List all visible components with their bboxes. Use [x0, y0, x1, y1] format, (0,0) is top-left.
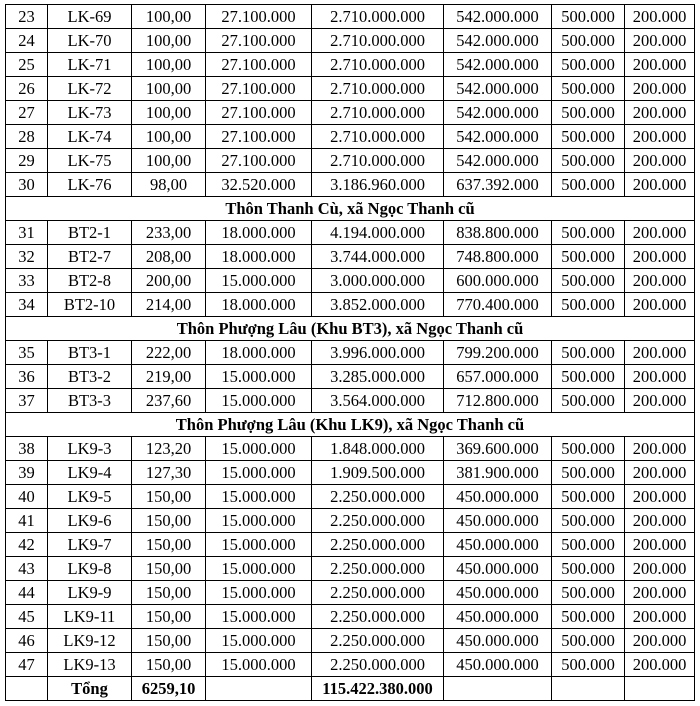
doc-fee-cell: 200.000 — [625, 533, 695, 557]
stt-cell: 31 — [6, 221, 48, 245]
table-row — [6, 581, 695, 605]
table-row — [6, 173, 695, 197]
lot-code-cell: LK-76 — [48, 173, 132, 197]
deposit-cell: 637.392.000 — [444, 173, 552, 197]
table-row — [6, 341, 695, 365]
unit-price-cell: 27.100.000 — [206, 77, 312, 101]
fee-cell: 500.000 — [552, 365, 625, 389]
fee-cell: 500.000 — [552, 53, 625, 77]
doc-fee-cell: 200.000 — [625, 77, 695, 101]
unit-price-cell: 27.100.000 — [206, 53, 312, 77]
unit-price-cell: 15.000.000 — [206, 389, 312, 413]
stt-cell: 37 — [6, 389, 48, 413]
section-row — [6, 197, 695, 221]
land-value-cell: 3.564.000.000 — [312, 389, 444, 413]
doc-fee-cell: 200.000 — [625, 653, 695, 677]
lot-code-cell: LK-69 — [48, 5, 132, 29]
stt-cell: 35 — [6, 341, 48, 365]
lot-code-cell: LK9-12 — [48, 629, 132, 653]
lot-code-cell: LK9-3 — [48, 437, 132, 461]
unit-price-cell: 32.520.000 — [206, 173, 312, 197]
stt-cell: 23 — [6, 5, 48, 29]
unit-price-cell: 18.000.000 — [206, 293, 312, 317]
land-value-cell: 3.186.960.000 — [312, 173, 444, 197]
area-cell: 150,00 — [132, 581, 206, 605]
table-row — [6, 365, 695, 389]
land-value-cell: 3.852.000.000 — [312, 293, 444, 317]
total-label: Tổng — [48, 677, 132, 701]
fee-cell: 500.000 — [552, 509, 625, 533]
land-value-cell: 2.710.000.000 — [312, 77, 444, 101]
deposit-cell: 712.800.000 — [444, 389, 552, 413]
stt-cell: 24 — [6, 29, 48, 53]
table-row — [6, 149, 695, 173]
doc-fee-cell: 200.000 — [625, 485, 695, 509]
area-cell: 100,00 — [132, 53, 206, 77]
table-row — [6, 125, 695, 149]
doc-fee-cell: 200.000 — [625, 293, 695, 317]
table-row — [6, 437, 695, 461]
land-price-table — [5, 4, 695, 701]
lot-code-cell: LK-75 — [48, 149, 132, 173]
deposit-cell: 838.800.000 — [444, 221, 552, 245]
land-value-cell: 2.710.000.000 — [312, 53, 444, 77]
doc-fee-cell: 200.000 — [625, 557, 695, 581]
doc-fee-cell: 200.000 — [625, 341, 695, 365]
land-value-cell: 2.250.000.000 — [312, 653, 444, 677]
table-row — [6, 653, 695, 677]
doc-fee-cell: 200.000 — [625, 173, 695, 197]
fee-cell: 500.000 — [552, 29, 625, 53]
area-cell: 150,00 — [132, 653, 206, 677]
total-empty-stt — [6, 677, 48, 701]
unit-price-cell: 18.000.000 — [206, 245, 312, 269]
land-value-cell: 2.250.000.000 — [312, 509, 444, 533]
lot-code-cell: BT2-8 — [48, 269, 132, 293]
lot-code-cell: LK-72 — [48, 77, 132, 101]
area-cell: 219,00 — [132, 365, 206, 389]
area-cell: 150,00 — [132, 509, 206, 533]
stt-cell: 39 — [6, 461, 48, 485]
lot-code-cell: BT2-1 — [48, 221, 132, 245]
unit-price-cell: 15.000.000 — [206, 557, 312, 581]
deposit-cell: 450.000.000 — [444, 605, 552, 629]
land-value-cell: 2.250.000.000 — [312, 533, 444, 557]
doc-fee-cell: 200.000 — [625, 149, 695, 173]
lot-code-cell: BT2-7 — [48, 245, 132, 269]
table-row — [6, 485, 695, 509]
unit-price-cell: 15.000.000 — [206, 365, 312, 389]
lot-code-cell: LK9-6 — [48, 509, 132, 533]
fee-cell: 500.000 — [552, 221, 625, 245]
doc-fee-cell: 200.000 — [625, 5, 695, 29]
area-cell: 237,60 — [132, 389, 206, 413]
doc-fee-cell: 200.000 — [625, 509, 695, 533]
doc-fee-cell: 200.000 — [625, 605, 695, 629]
land-value-cell: 2.250.000.000 — [312, 605, 444, 629]
stt-cell: 44 — [6, 581, 48, 605]
table-row — [6, 605, 695, 629]
doc-fee-cell: 200.000 — [625, 629, 695, 653]
unit-price-cell: 15.000.000 — [206, 437, 312, 461]
area-cell: 98,00 — [132, 173, 206, 197]
deposit-cell: 542.000.000 — [444, 5, 552, 29]
table-row — [6, 557, 695, 581]
deposit-cell: 799.200.000 — [444, 341, 552, 365]
doc-fee-cell: 200.000 — [625, 125, 695, 149]
land-value-cell: 3.285.000.000 — [312, 365, 444, 389]
land-price-table-page — [5, 4, 695, 701]
area-cell: 150,00 — [132, 557, 206, 581]
stt-cell: 28 — [6, 125, 48, 149]
stt-cell: 33 — [6, 269, 48, 293]
table-row — [6, 245, 695, 269]
fee-cell: 500.000 — [552, 389, 625, 413]
deposit-cell: 381.900.000 — [444, 461, 552, 485]
stt-cell: 29 — [6, 149, 48, 173]
fee-cell: 500.000 — [552, 125, 625, 149]
land-value-cell: 2.710.000.000 — [312, 149, 444, 173]
total-amount: 115.422.380.000 — [312, 677, 444, 701]
deposit-cell: 450.000.000 — [444, 629, 552, 653]
fee-cell: 500.000 — [552, 581, 625, 605]
area-cell: 150,00 — [132, 605, 206, 629]
unit-price-cell: 15.000.000 — [206, 629, 312, 653]
fee-cell: 500.000 — [552, 101, 625, 125]
doc-fee-cell: 200.000 — [625, 29, 695, 53]
stt-cell: 27 — [6, 101, 48, 125]
land-value-cell: 2.250.000.000 — [312, 629, 444, 653]
fee-cell: 500.000 — [552, 149, 625, 173]
land-value-cell: 2.250.000.000 — [312, 581, 444, 605]
doc-fee-cell: 200.000 — [625, 221, 695, 245]
area-cell: 100,00 — [132, 29, 206, 53]
total-empty-deposit — [444, 677, 552, 701]
stt-cell: 40 — [6, 485, 48, 509]
doc-fee-cell: 200.000 — [625, 245, 695, 269]
land-value-cell: 3.744.000.000 — [312, 245, 444, 269]
fee-cell: 500.000 — [552, 653, 625, 677]
unit-price-cell: 15.000.000 — [206, 653, 312, 677]
fee-cell: 500.000 — [552, 557, 625, 581]
section-title: Thôn Phượng Lâu (Khu BT3), xã Ngọc Thanh cũ — [6, 317, 695, 341]
deposit-cell: 542.000.000 — [444, 149, 552, 173]
land-value-cell: 2.710.000.000 — [312, 29, 444, 53]
fee-cell: 500.000 — [552, 605, 625, 629]
fee-cell: 500.000 — [552, 269, 625, 293]
fee-cell: 500.000 — [552, 77, 625, 101]
lot-code-cell: BT3-1 — [48, 341, 132, 365]
area-cell: 150,00 — [132, 533, 206, 557]
land-value-cell: 4.194.000.000 — [312, 221, 444, 245]
doc-fee-cell: 200.000 — [625, 389, 695, 413]
area-cell: 100,00 — [132, 5, 206, 29]
land-value-cell: 2.250.000.000 — [312, 485, 444, 509]
stt-cell: 36 — [6, 365, 48, 389]
unit-price-cell: 15.000.000 — [206, 533, 312, 557]
area-cell: 222,00 — [132, 341, 206, 365]
stt-cell: 30 — [6, 173, 48, 197]
table-row — [6, 389, 695, 413]
land-value-cell: 3.000.000.000 — [312, 269, 444, 293]
section-row — [6, 317, 695, 341]
stt-cell: 47 — [6, 653, 48, 677]
unit-price-cell: 27.100.000 — [206, 5, 312, 29]
lot-code-cell: LK9-5 — [48, 485, 132, 509]
total-empty-fee — [552, 677, 625, 701]
doc-fee-cell: 200.000 — [625, 365, 695, 389]
deposit-cell: 542.000.000 — [444, 53, 552, 77]
stt-cell: 46 — [6, 629, 48, 653]
area-cell: 100,00 — [132, 125, 206, 149]
fee-cell: 500.000 — [552, 341, 625, 365]
land-value-cell: 1.909.500.000 — [312, 461, 444, 485]
stt-cell: 34 — [6, 293, 48, 317]
deposit-cell: 450.000.000 — [444, 509, 552, 533]
unit-price-cell: 27.100.000 — [206, 125, 312, 149]
table-row — [6, 77, 695, 101]
doc-fee-cell: 200.000 — [625, 101, 695, 125]
unit-price-cell: 15.000.000 — [206, 581, 312, 605]
stt-cell: 41 — [6, 509, 48, 533]
table-row — [6, 221, 695, 245]
area-cell: 200,00 — [132, 269, 206, 293]
unit-price-cell: 27.100.000 — [206, 29, 312, 53]
deposit-cell: 542.000.000 — [444, 29, 552, 53]
land-value-cell: 2.250.000.000 — [312, 557, 444, 581]
section-row — [6, 413, 695, 437]
area-cell: 214,00 — [132, 293, 206, 317]
lot-code-cell: BT3-3 — [48, 389, 132, 413]
total-area: 6259,10 — [132, 677, 206, 701]
lot-code-cell: LK-74 — [48, 125, 132, 149]
doc-fee-cell: 200.000 — [625, 53, 695, 77]
lot-code-cell: LK9-9 — [48, 581, 132, 605]
table-row — [6, 293, 695, 317]
area-cell: 123,20 — [132, 437, 206, 461]
stt-cell: 38 — [6, 437, 48, 461]
table-row — [6, 269, 695, 293]
lot-code-cell: LK9-11 — [48, 605, 132, 629]
table-row — [6, 29, 695, 53]
area-cell: 100,00 — [132, 149, 206, 173]
total-row — [6, 677, 695, 701]
deposit-cell: 542.000.000 — [444, 125, 552, 149]
land-value-cell: 1.848.000.000 — [312, 437, 444, 461]
total-empty-doc-fee — [625, 677, 695, 701]
fee-cell: 500.000 — [552, 485, 625, 509]
lot-code-cell: LK9-7 — [48, 533, 132, 557]
fee-cell: 500.000 — [552, 461, 625, 485]
fee-cell: 500.000 — [552, 293, 625, 317]
unit-price-cell: 27.100.000 — [206, 149, 312, 173]
unit-price-cell: 15.000.000 — [206, 509, 312, 533]
deposit-cell: 450.000.000 — [444, 581, 552, 605]
deposit-cell: 748.800.000 — [444, 245, 552, 269]
fee-cell: 500.000 — [552, 437, 625, 461]
land-value-cell: 2.710.000.000 — [312, 101, 444, 125]
table-body — [6, 5, 695, 677]
table-row — [6, 461, 695, 485]
land-value-cell: 3.996.000.000 — [312, 341, 444, 365]
area-cell: 150,00 — [132, 485, 206, 509]
area-cell: 150,00 — [132, 629, 206, 653]
area-cell: 233,00 — [132, 221, 206, 245]
unit-price-cell: 15.000.000 — [206, 461, 312, 485]
land-value-cell: 2.710.000.000 — [312, 125, 444, 149]
fee-cell: 500.000 — [552, 173, 625, 197]
lot-code-cell: LK9-4 — [48, 461, 132, 485]
stt-cell: 45 — [6, 605, 48, 629]
lot-code-cell: LK9-8 — [48, 557, 132, 581]
table-row — [6, 509, 695, 533]
lot-code-cell: BT2-10 — [48, 293, 132, 317]
land-value-cell: 2.710.000.000 — [312, 5, 444, 29]
unit-price-cell: 15.000.000 — [206, 485, 312, 509]
table-row — [6, 629, 695, 653]
stt-cell: 43 — [6, 557, 48, 581]
deposit-cell: 770.400.000 — [444, 293, 552, 317]
lot-code-cell: LK-71 — [48, 53, 132, 77]
stt-cell: 42 — [6, 533, 48, 557]
doc-fee-cell: 200.000 — [625, 461, 695, 485]
area-cell: 100,00 — [132, 101, 206, 125]
table-row — [6, 53, 695, 77]
area-cell: 127,30 — [132, 461, 206, 485]
deposit-cell: 657.000.000 — [444, 365, 552, 389]
stt-cell: 25 — [6, 53, 48, 77]
fee-cell: 500.000 — [552, 245, 625, 269]
doc-fee-cell: 200.000 — [625, 269, 695, 293]
deposit-cell: 542.000.000 — [444, 77, 552, 101]
section-title: Thôn Thanh Cù, xã Ngọc Thanh cũ — [6, 197, 695, 221]
total-empty-unit-price — [206, 677, 312, 701]
deposit-cell: 450.000.000 — [444, 557, 552, 581]
lot-code-cell: LK9-13 — [48, 653, 132, 677]
deposit-cell: 600.000.000 — [444, 269, 552, 293]
fee-cell: 500.000 — [552, 5, 625, 29]
lot-code-cell: BT3-2 — [48, 365, 132, 389]
fee-cell: 500.000 — [552, 629, 625, 653]
deposit-cell: 369.600.000 — [444, 437, 552, 461]
area-cell: 100,00 — [132, 77, 206, 101]
unit-price-cell: 27.100.000 — [206, 101, 312, 125]
unit-price-cell: 15.000.000 — [206, 269, 312, 293]
deposit-cell: 542.000.000 — [444, 101, 552, 125]
stt-cell: 32 — [6, 245, 48, 269]
table-row — [6, 101, 695, 125]
unit-price-cell: 18.000.000 — [206, 221, 312, 245]
fee-cell: 500.000 — [552, 533, 625, 557]
table-row — [6, 533, 695, 557]
unit-price-cell: 15.000.000 — [206, 605, 312, 629]
stt-cell: 26 — [6, 77, 48, 101]
deposit-cell: 450.000.000 — [444, 653, 552, 677]
lot-code-cell: LK-73 — [48, 101, 132, 125]
area-cell: 208,00 — [132, 245, 206, 269]
lot-code-cell: LK-70 — [48, 29, 132, 53]
section-title: Thôn Phượng Lâu (Khu LK9), xã Ngọc Thanh cũ — [6, 413, 695, 437]
deposit-cell: 450.000.000 — [444, 533, 552, 557]
unit-price-cell: 18.000.000 — [206, 341, 312, 365]
table-row — [6, 5, 695, 29]
deposit-cell: 450.000.000 — [444, 485, 552, 509]
doc-fee-cell: 200.000 — [625, 581, 695, 605]
doc-fee-cell: 200.000 — [625, 437, 695, 461]
